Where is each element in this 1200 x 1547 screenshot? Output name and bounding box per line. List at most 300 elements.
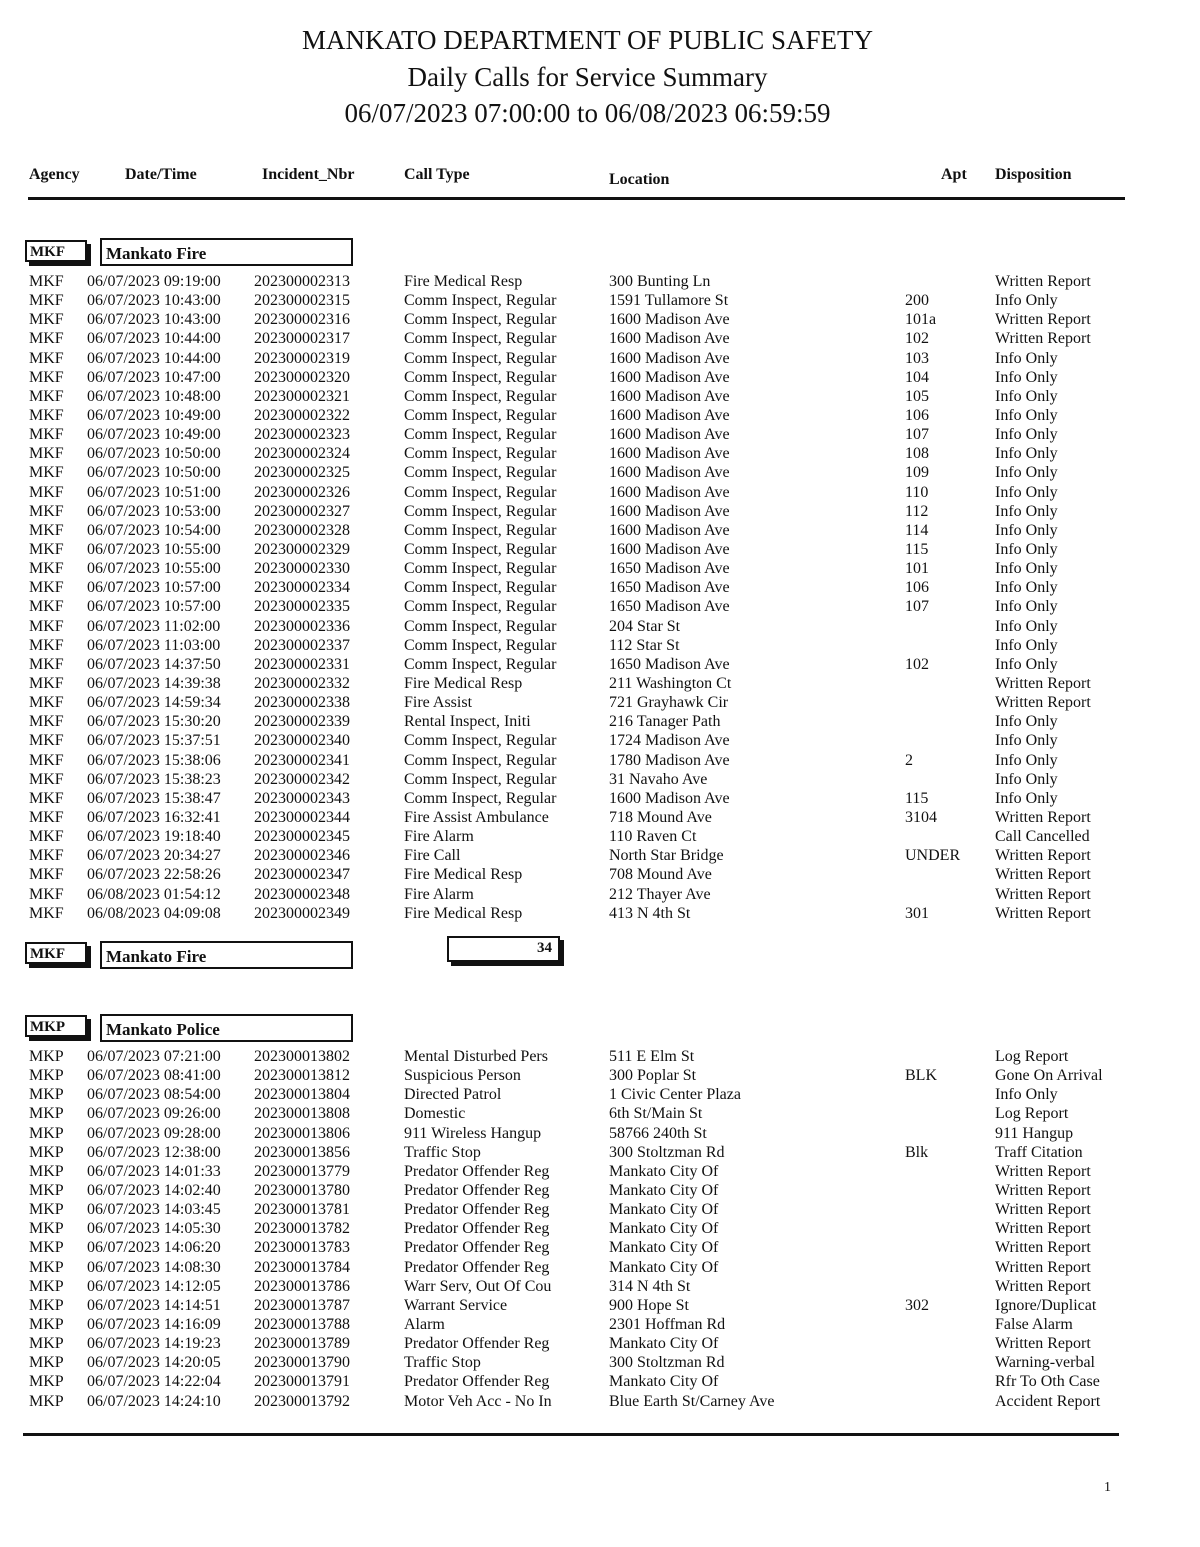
cell-call-type: Fire Alarm <box>404 885 474 903</box>
cell-disposition: Traff Citation <box>995 1143 1083 1161</box>
cell-call-type: Comm Inspect, Regular <box>404 521 557 539</box>
cell-apt: 102 <box>905 330 929 348</box>
cell-disposition: Info Only <box>995 292 1058 310</box>
cell-datetime: 06/08/2023 04:09:08 <box>87 904 221 922</box>
cell-apt: 103 <box>905 349 929 367</box>
cell-apt: UNDER <box>905 847 961 865</box>
cell-datetime: 06/07/2023 11:02:00 <box>87 617 221 635</box>
report-date-range: 06/07/2023 07:00:00 to 06/08/2023 06:59:59 <box>344 98 831 128</box>
cell-call-type: Fire Medical Resp <box>404 273 523 290</box>
cell-apt: 302 <box>905 1296 929 1314</box>
cell-disposition: Info Only <box>995 713 1058 731</box>
cell-disposition: Written Report <box>995 1220 1091 1238</box>
cell-agency: MKF <box>29 732 64 750</box>
cell-call-type: Mental Disturbed Pers <box>404 1048 548 1065</box>
cell-call-type: Comm Inspect, Regular <box>404 789 557 807</box>
cell-disposition: Log Report <box>995 1105 1069 1123</box>
fire-group-name: Mankato Fire <box>100 238 353 266</box>
cell-incident-number: 202300013788 <box>254 1315 350 1333</box>
cell-incident-number: 202300013779 <box>254 1162 350 1180</box>
table-row <box>0 1085 1200 1104</box>
cell-call-type: Predator Offender Reg <box>404 1220 550 1238</box>
cell-incident-number: 202300002326 <box>254 483 350 501</box>
cell-call-type: Directed Patrol <box>404 1086 502 1104</box>
cell-agency: MKP <box>29 1086 64 1104</box>
cell-disposition: Info Only <box>995 502 1058 520</box>
cell-agency: MKP <box>29 1258 64 1276</box>
cell-agency: MKP <box>29 1220 64 1238</box>
cell-disposition: Written Report <box>995 885 1091 903</box>
cell-incident-number: 202300002327 <box>254 502 350 520</box>
cell-call-type: Motor Veh Acc - No In <box>404 1392 552 1410</box>
cell-agency: MKF <box>29 311 64 329</box>
cell-disposition: Info Only <box>995 789 1058 807</box>
cell-incident-number: 202300013782 <box>254 1220 350 1238</box>
cell-agency: MKP <box>29 1048 64 1065</box>
cell-location: 6th St/Main St <box>609 1105 703 1123</box>
cell-disposition: Log Report <box>995 1048 1069 1065</box>
table-row <box>0 865 1200 884</box>
cell-disposition: Gone On Arrival <box>995 1067 1103 1085</box>
table-row <box>0 406 1200 425</box>
column-header-incident: Incident_Nbr <box>262 166 355 183</box>
cell-location: 216 Tanager Path <box>609 713 721 731</box>
cell-agency: MKP <box>29 1277 64 1295</box>
cell-agency: MKF <box>29 808 64 826</box>
cell-agency: MKF <box>29 674 64 692</box>
cell-incident-number: 202300002349 <box>254 904 350 922</box>
cell-call-type: Comm Inspect, Regular <box>404 311 557 329</box>
cell-call-type: Comm Inspect, Regular <box>404 349 557 367</box>
cell-location: 300 Stoltzman Rd <box>609 1354 725 1372</box>
police-group-code: MKP <box>25 1015 87 1037</box>
cell-location: 300 Bunting Ln <box>609 273 711 290</box>
cell-datetime: 06/07/2023 10:50:00 <box>87 445 221 463</box>
cell-disposition: Written Report <box>995 808 1091 826</box>
cell-disposition: Written Report <box>995 1258 1091 1276</box>
cell-incident-number: 202300002331 <box>254 655 350 673</box>
cell-call-type: Predator Offender Reg <box>404 1201 550 1219</box>
cell-datetime: 06/07/2023 09:19:00 <box>87 273 221 290</box>
cell-call-type: Comm Inspect, Regular <box>404 387 557 405</box>
cell-call-type: Predator Offender Reg <box>404 1335 550 1353</box>
cell-call-type: Fire Medical Resp <box>404 904 523 922</box>
table-row <box>0 578 1200 597</box>
cell-location: Mankato City Of <box>609 1201 719 1219</box>
cell-disposition: Info Only <box>995 387 1058 405</box>
cell-datetime: 06/07/2023 14:37:50 <box>87 655 221 673</box>
cell-disposition: False Alarm <box>995 1315 1073 1333</box>
cell-apt: 115 <box>905 540 929 558</box>
table-row <box>0 1047 1200 1066</box>
cell-disposition: Info Only <box>995 560 1058 578</box>
cell-agency: MKF <box>29 540 64 558</box>
table-row <box>0 846 1200 865</box>
column-header-apt: Apt <box>941 166 967 183</box>
cell-incident-number: 202300002345 <box>254 828 350 846</box>
table-row <box>0 559 1200 578</box>
cell-disposition: Info Only <box>995 540 1058 558</box>
cell-agency: MKF <box>29 521 64 539</box>
cell-agency: MKF <box>29 483 64 501</box>
cell-incident-number: 202300002319 <box>254 349 350 367</box>
cell-location: 1650 Madison Ave <box>609 560 730 578</box>
cell-incident-number: 202300002346 <box>254 847 350 865</box>
table-row <box>0 674 1200 693</box>
table-row <box>0 1315 1200 1334</box>
cell-agency: MKP <box>29 1143 64 1161</box>
column-header-location: Location <box>609 171 670 188</box>
cell-call-type: Comm Inspect, Regular <box>404 292 557 310</box>
cell-incident-number: 202300013781 <box>254 1201 350 1219</box>
cell-agency: MKF <box>29 387 64 405</box>
cell-disposition: Accident Report <box>995 1392 1101 1410</box>
cell-datetime: 06/07/2023 15:37:51 <box>87 732 221 750</box>
column-header-agency: Agency <box>29 166 80 183</box>
table-row <box>0 444 1200 463</box>
cell-apt: 110 <box>905 483 929 501</box>
cell-incident-number: 202300002329 <box>254 540 350 558</box>
cell-datetime: 06/07/2023 14:19:23 <box>87 1335 221 1353</box>
cell-disposition: Written Report <box>995 273 1091 290</box>
cell-incident-number: 202300002317 <box>254 330 350 348</box>
cell-apt: 301 <box>905 904 929 922</box>
cell-datetime: 06/07/2023 07:21:00 <box>87 1048 221 1065</box>
cell-datetime: 06/07/2023 14:59:34 <box>87 694 221 712</box>
cell-disposition: Info Only <box>995 368 1058 386</box>
cell-incident-number: 202300002324 <box>254 445 350 463</box>
cell-disposition: Call Cancelled <box>995 828 1090 846</box>
table-row <box>0 1066 1200 1085</box>
cell-location: 1591 Tullamore St <box>609 292 729 310</box>
table-row <box>0 1334 1200 1353</box>
cell-apt: Blk <box>905 1143 929 1161</box>
cell-call-type: Comm Inspect, Regular <box>404 502 557 520</box>
cell-datetime: 06/07/2023 08:54:00 <box>87 1086 221 1104</box>
cell-datetime: 06/07/2023 14:12:05 <box>87 1277 221 1295</box>
column-header-calltype: Call Type <box>404 166 470 183</box>
cell-incident-number: 202300013783 <box>254 1239 350 1257</box>
cell-incident-number: 202300013792 <box>254 1392 350 1410</box>
cell-apt: 112 <box>905 502 929 520</box>
cell-agency: MKP <box>29 1354 64 1372</box>
cell-disposition: Info Only <box>995 579 1058 597</box>
cell-apt: 114 <box>905 521 929 539</box>
table-row <box>0 712 1200 731</box>
cell-incident-number: 202300013780 <box>254 1181 350 1199</box>
cell-datetime: 06/07/2023 10:44:00 <box>87 330 221 348</box>
cell-call-type: Warrant Service <box>404 1296 508 1314</box>
cell-call-type: Predator Offender Reg <box>404 1373 550 1391</box>
cell-call-type: Comm Inspect, Regular <box>404 598 557 616</box>
cell-location: 2301 Hoffman Rd <box>609 1315 726 1333</box>
cell-datetime: 06/07/2023 10:43:00 <box>87 292 221 310</box>
table-row <box>0 1296 1200 1315</box>
cell-datetime: 06/07/2023 15:38:47 <box>87 789 221 807</box>
cell-disposition: Written Report <box>995 1239 1091 1257</box>
table-row <box>0 368 1200 387</box>
cell-agency: MKF <box>29 617 64 635</box>
cell-apt: 102 <box>905 655 929 673</box>
cell-location: 1 Civic Center Plaza <box>609 1086 741 1104</box>
header-divider <box>28 197 1125 200</box>
cell-agency: MKF <box>29 292 64 310</box>
cell-datetime: 06/07/2023 10:47:00 <box>87 368 221 386</box>
cell-agency: MKP <box>29 1373 64 1391</box>
cell-disposition: Info Only <box>995 732 1058 750</box>
cell-location: Mankato City Of <box>609 1335 719 1353</box>
table-row <box>0 827 1200 846</box>
cell-datetime: 06/07/2023 09:28:00 <box>87 1124 221 1142</box>
cell-agency: MKF <box>29 464 64 482</box>
cell-disposition: Written Report <box>995 847 1091 865</box>
cell-agency: MKP <box>29 1105 64 1123</box>
table-row <box>0 349 1200 368</box>
cell-location: 1600 Madison Ave <box>609 406 730 424</box>
cell-location: 413 N 4th St <box>609 904 691 922</box>
table-row <box>0 1392 1200 1411</box>
cell-incident-number: 202300002343 <box>254 789 350 807</box>
cell-location: 1600 Madison Ave <box>609 330 730 348</box>
cell-disposition: Info Only <box>995 617 1058 635</box>
table-row <box>0 483 1200 502</box>
cell-disposition: Written Report <box>995 674 1091 692</box>
cell-disposition: Info Only <box>995 521 1058 539</box>
cell-incident-number: 202300002337 <box>254 636 350 654</box>
table-row <box>0 387 1200 406</box>
fire-footer-name: Mankato Fire <box>100 941 353 969</box>
cell-datetime: 06/07/2023 10:49:00 <box>87 406 221 424</box>
cell-disposition: Written Report <box>995 1162 1091 1180</box>
cell-agency: MKP <box>29 1335 64 1353</box>
cell-datetime: 06/07/2023 14:01:33 <box>87 1162 221 1180</box>
cell-disposition: 911 Hangup <box>995 1124 1074 1142</box>
cell-apt: BLK <box>905 1067 937 1085</box>
cell-disposition: Info Only <box>995 1086 1058 1104</box>
cell-agency: MKF <box>29 330 64 348</box>
cell-agency: MKF <box>29 847 64 865</box>
cell-call-type: Predator Offender Reg <box>404 1258 550 1276</box>
cell-incident-number: 202300002341 <box>254 751 350 769</box>
cell-datetime: 06/07/2023 19:18:40 <box>87 828 221 846</box>
cell-agency: MKP <box>29 1296 64 1314</box>
cell-datetime: 06/07/2023 14:02:40 <box>87 1181 221 1199</box>
cell-incident-number: 202300002348 <box>254 885 350 903</box>
cell-call-type: Comm Inspect, Regular <box>404 751 557 769</box>
cell-call-type: Comm Inspect, Regular <box>404 636 557 654</box>
cell-agency: MKP <box>29 1201 64 1219</box>
cell-agency: MKF <box>29 502 64 520</box>
cell-incident-number: 202300013789 <box>254 1335 350 1353</box>
cell-agency: MKF <box>29 770 64 788</box>
cell-agency: MKF <box>29 598 64 616</box>
cell-apt: 3104 <box>905 808 937 826</box>
table-row <box>0 463 1200 482</box>
cell-disposition: Info Only <box>995 483 1058 501</box>
table-row <box>0 310 1200 329</box>
cell-disposition: Written Report <box>995 1181 1091 1199</box>
table-row <box>0 291 1200 310</box>
table-row <box>0 1143 1200 1162</box>
fire-footer-code: MKF <box>25 942 87 964</box>
cell-disposition: Info Only <box>995 426 1058 444</box>
cell-incident-number: 202300002313 <box>254 273 350 290</box>
cell-call-type: Predator Offender Reg <box>404 1162 550 1180</box>
cell-datetime: 06/07/2023 14:22:04 <box>87 1373 221 1391</box>
cell-location: 1600 Madison Ave <box>609 426 730 444</box>
cell-location: 1600 Madison Ave <box>609 387 730 405</box>
cell-location: 1600 Madison Ave <box>609 540 730 558</box>
table-row <box>0 597 1200 616</box>
cell-incident-number: 202300013786 <box>254 1277 350 1295</box>
cell-location: 204 Star St <box>609 617 681 635</box>
cell-incident-number: 202300013784 <box>254 1258 350 1276</box>
table-row <box>0 1181 1200 1200</box>
cell-call-type: Rental Inspect, Initi <box>404 713 531 731</box>
cell-agency: MKP <box>29 1067 64 1085</box>
cell-call-type: Comm Inspect, Regular <box>404 330 557 348</box>
cell-datetime: 06/07/2023 14:06:20 <box>87 1239 221 1257</box>
table-row <box>0 731 1200 750</box>
cell-location: 1600 Madison Ave <box>609 349 730 367</box>
table-row <box>0 693 1200 712</box>
cell-incident-number: 202300002347 <box>254 866 350 884</box>
cell-disposition: Written Report <box>995 1201 1091 1219</box>
cell-location: 1600 Madison Ave <box>609 521 730 539</box>
cell-disposition: Info Only <box>995 598 1058 616</box>
cell-call-type: Comm Inspect, Regular <box>404 770 557 788</box>
cell-location: Mankato City Of <box>609 1181 719 1199</box>
cell-agency: MKF <box>29 866 64 884</box>
cell-incident-number: 202300013787 <box>254 1296 350 1314</box>
cell-datetime: 06/07/2023 12:38:00 <box>87 1143 221 1161</box>
cell-apt: 101 <box>905 560 929 578</box>
cell-datetime: 06/07/2023 14:16:09 <box>87 1315 221 1333</box>
cell-disposition: Rfr To Oth Case <box>995 1373 1100 1391</box>
table-row <box>0 329 1200 348</box>
cell-incident-number: 202300013812 <box>254 1067 350 1085</box>
table-row <box>0 1372 1200 1391</box>
cell-apt: 115 <box>905 789 929 807</box>
cell-agency: MKF <box>29 368 64 386</box>
cell-agency: MKF <box>29 694 64 712</box>
table-row <box>0 1277 1200 1296</box>
cell-agency: MKP <box>29 1239 64 1257</box>
cell-datetime: 06/08/2023 01:54:12 <box>87 885 221 903</box>
cell-agency: MKP <box>29 1392 64 1410</box>
cell-location: 314 N 4th St <box>609 1277 691 1295</box>
cell-location: Mankato City Of <box>609 1373 719 1391</box>
footer-divider <box>23 1433 1119 1436</box>
page-number: 1 <box>1104 1480 1111 1495</box>
cell-location: 110 Raven Ct <box>609 828 697 846</box>
cell-disposition: Info Only <box>995 349 1058 367</box>
cell-datetime: 06/07/2023 15:38:06 <box>87 751 221 769</box>
table-row <box>0 751 1200 770</box>
table-row <box>0 502 1200 521</box>
cell-call-type: Comm Inspect, Regular <box>404 732 557 750</box>
cell-datetime: 06/07/2023 10:55:00 <box>87 560 221 578</box>
cell-call-type: Comm Inspect, Regular <box>404 540 557 558</box>
table-row <box>0 1104 1200 1123</box>
cell-call-type: Comm Inspect, Regular <box>404 655 557 673</box>
cell-call-type: Comm Inspect, Regular <box>404 617 557 635</box>
cell-datetime: 06/07/2023 14:20:05 <box>87 1354 221 1372</box>
cell-disposition: Written Report <box>995 1277 1091 1295</box>
cell-datetime: 06/07/2023 16:32:41 <box>87 808 221 826</box>
cell-location: 1600 Madison Ave <box>609 368 730 386</box>
table-row <box>0 1353 1200 1372</box>
cell-datetime: 06/07/2023 10:50:00 <box>87 464 221 482</box>
cell-location: 1600 Madison Ave <box>609 464 730 482</box>
cell-call-type: 911 Wireless Hangup <box>404 1124 542 1142</box>
table-row <box>0 1162 1200 1181</box>
cell-location: 511 E Elm St <box>609 1048 695 1065</box>
cell-incident-number: 202300002322 <box>254 406 350 424</box>
cell-disposition: Info Only <box>995 464 1058 482</box>
cell-incident-number: 202300013790 <box>254 1354 350 1372</box>
cell-apt: 101a <box>905 311 937 329</box>
table-row <box>0 1219 1200 1238</box>
table-row <box>0 521 1200 540</box>
cell-location: 1600 Madison Ave <box>609 483 730 501</box>
cell-apt: 108 <box>905 445 929 463</box>
cell-apt: 105 <box>905 387 929 405</box>
cell-agency: MKF <box>29 636 64 654</box>
table-row <box>0 1258 1200 1277</box>
cell-agency: MKP <box>29 1181 64 1199</box>
fire-call-count: 34 <box>447 936 560 962</box>
cell-datetime: 06/07/2023 22:58:26 <box>87 866 221 884</box>
cell-agency: MKF <box>29 904 64 922</box>
cell-agency: MKF <box>29 445 64 463</box>
cell-datetime: 06/07/2023 14:03:45 <box>87 1201 221 1219</box>
table-row <box>0 617 1200 636</box>
cell-call-type: Fire Alarm <box>404 828 474 846</box>
cell-location: 300 Poplar St <box>609 1067 697 1085</box>
table-row <box>0 272 1200 291</box>
cell-disposition: Written Report <box>995 866 1091 884</box>
cell-location: 58766 240th St <box>609 1124 707 1142</box>
cell-disposition: Info Only <box>995 406 1058 424</box>
cell-location: 112 Star St <box>609 636 680 654</box>
cell-location: 1600 Madison Ave <box>609 311 730 329</box>
column-header-datetime: Date/Time <box>125 166 197 183</box>
cell-agency: MKF <box>29 273 64 290</box>
cell-disposition: Written Report <box>995 694 1091 712</box>
cell-agency: MKF <box>29 579 64 597</box>
cell-incident-number: 202300002330 <box>254 560 350 578</box>
cell-agency: MKF <box>29 885 64 903</box>
table-row <box>0 636 1200 655</box>
cell-location: 1650 Madison Ave <box>609 598 730 616</box>
cell-location: 1650 Madison Ave <box>609 655 730 673</box>
cell-incident-number: 202300002339 <box>254 713 350 731</box>
cell-location: North Star Bridge <box>609 847 724 865</box>
cell-call-type: Traffic Stop <box>404 1354 481 1372</box>
cell-location: Mankato City Of <box>609 1162 719 1180</box>
cell-datetime: 06/07/2023 10:49:00 <box>87 426 221 444</box>
cell-call-type: Comm Inspect, Regular <box>404 426 557 444</box>
fire-group-code: MKF <box>25 240 87 262</box>
cell-apt: 104 <box>905 368 929 386</box>
cell-location: 900 Hope St <box>609 1296 689 1314</box>
cell-call-type: Alarm <box>404 1315 445 1333</box>
cell-incident-number: 202300002320 <box>254 368 350 386</box>
cell-disposition: Ignore/Duplicat <box>995 1296 1097 1314</box>
cell-call-type: Comm Inspect, Regular <box>404 368 557 386</box>
cell-call-type: Comm Inspect, Regular <box>404 406 557 424</box>
